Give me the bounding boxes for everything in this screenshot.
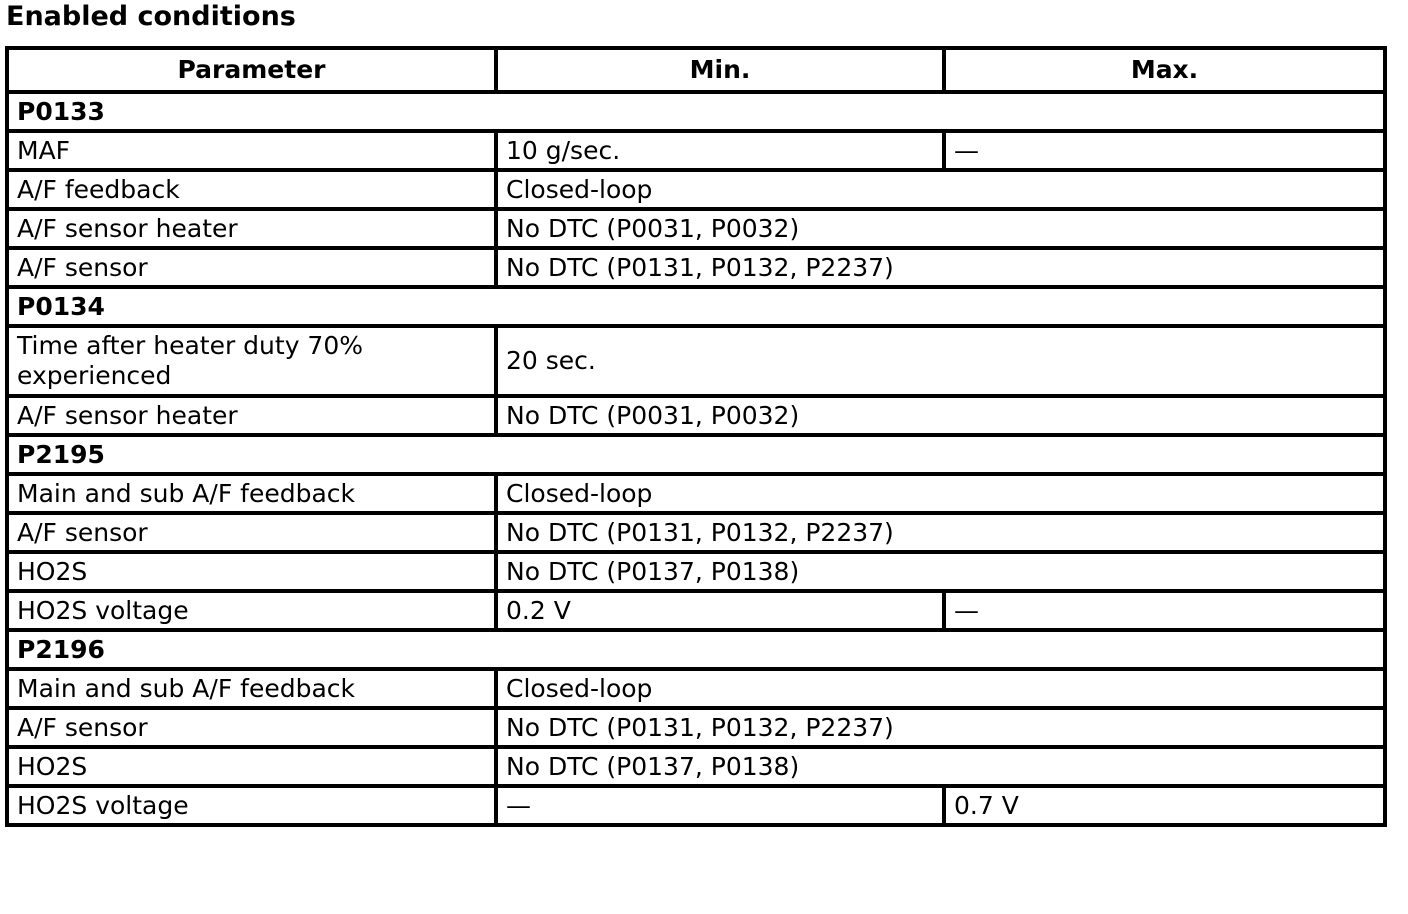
header-row	[7, 48, 1385, 92]
value-cell: No DTC (P0137, P0138)	[496, 552, 1385, 591]
value-cell: No DTC (P0131, P0132, P2237)	[496, 708, 1385, 747]
value-cell: No DTC (P0131, P0132, P2237)	[496, 513, 1385, 552]
parameter-cell: A/F sensor	[7, 708, 496, 747]
section-code: P2195	[7, 435, 1385, 474]
parameter-cell: A/F sensor heater	[7, 396, 496, 435]
min-cell: 10 g/sec.	[496, 131, 944, 170]
table-row	[7, 396, 1385, 435]
table-row	[7, 209, 1385, 248]
table-row	[7, 513, 1385, 552]
parameter-cell: A/F sensor	[7, 248, 496, 287]
parameter-cell: Time after heater duty 70% experienced	[7, 326, 496, 396]
min-cell: 0.2 V	[496, 591, 944, 630]
header-max: Max.	[944, 48, 1385, 92]
table-row	[7, 591, 1385, 630]
value-cell: No DTC (P0137, P0138)	[496, 747, 1385, 786]
table-row	[7, 131, 1385, 170]
section-code: P0133	[7, 92, 1385, 131]
table-row	[7, 786, 1385, 825]
value-cell: Closed-loop	[496, 474, 1385, 513]
parameter-cell: MAF	[7, 131, 496, 170]
parameter-cell: HO2S	[7, 747, 496, 786]
header-min: Min.	[496, 48, 944, 92]
value-cell: 20 sec.	[496, 326, 1385, 396]
table-row	[7, 474, 1385, 513]
value-cell: No DTC (P0131, P0132, P2237)	[496, 248, 1385, 287]
table-row	[7, 669, 1385, 708]
section-code: P2196	[7, 630, 1385, 669]
parameter-cell: A/F sensor heater	[7, 209, 496, 248]
section-code: P0134	[7, 287, 1385, 326]
value-cell: Closed-loop	[496, 170, 1385, 209]
max-cell: 0.7 V	[944, 786, 1385, 825]
table-row	[7, 552, 1385, 591]
section-row	[7, 630, 1385, 669]
enabled-conditions-table	[5, 46, 1387, 827]
section-row	[7, 287, 1385, 326]
table-row	[7, 170, 1385, 209]
max-cell: —	[944, 131, 1385, 170]
table-row	[7, 747, 1385, 786]
header-parameter: Parameter	[7, 48, 496, 92]
parameter-cell: Main and sub A/F feedback	[7, 474, 496, 513]
parameter-cell: HO2S voltage	[7, 591, 496, 630]
table-row	[7, 708, 1385, 747]
value-cell: No DTC (P0031, P0032)	[496, 209, 1385, 248]
parameter-cell: HO2S	[7, 552, 496, 591]
min-cell: —	[496, 786, 944, 825]
section-row	[7, 435, 1385, 474]
max-cell: —	[944, 591, 1385, 630]
page-title: Enabled conditions	[6, 1, 296, 32]
value-cell: No DTC (P0031, P0032)	[496, 396, 1385, 435]
parameter-cell: Main and sub A/F feedback	[7, 669, 496, 708]
table-row	[7, 326, 1385, 396]
parameter-cell: A/F feedback	[7, 170, 496, 209]
value-cell: Closed-loop	[496, 669, 1385, 708]
section-row	[7, 92, 1385, 131]
parameter-cell: HO2S voltage	[7, 786, 496, 825]
parameter-cell: A/F sensor	[7, 513, 496, 552]
table-row	[7, 248, 1385, 287]
